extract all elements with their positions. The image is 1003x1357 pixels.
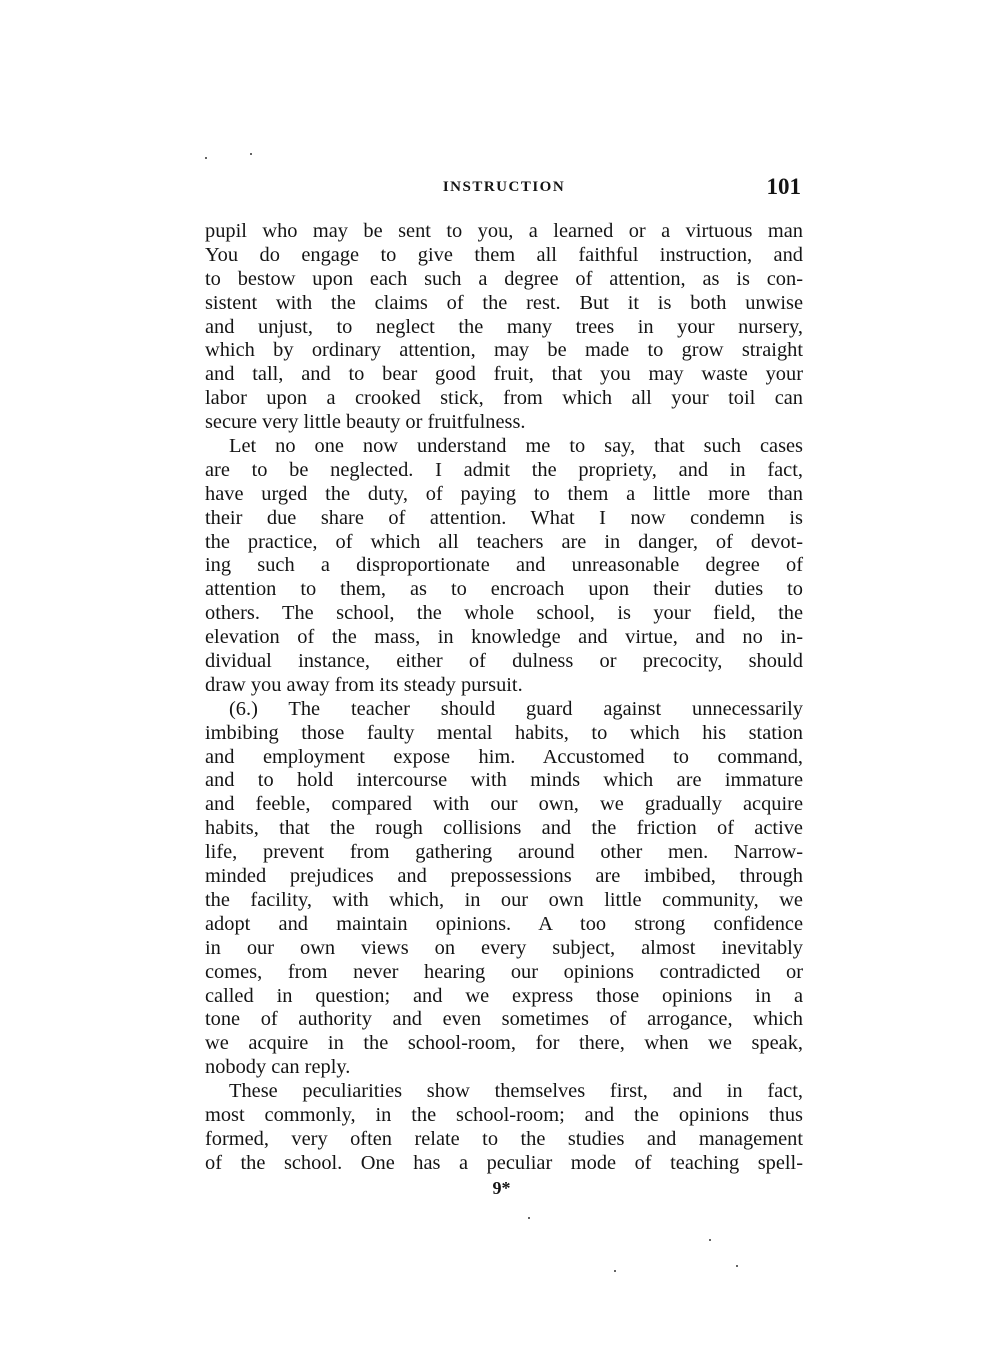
text-line: sistent with the claims of the rest. But it is both unwise <box>205 291 803 314</box>
text-line: These peculiarities show themselves first, and in fact, <box>229 1080 803 1103</box>
scan-speck <box>205 157 207 159</box>
text-line: have urged the duty, of paying to them a little more than <box>205 482 803 505</box>
text-line: and employment expose him. Accustomed to command, <box>205 745 803 768</box>
text-line: the practice, of which all teachers are in danger, of devot- <box>205 530 803 553</box>
text-line: of the school. One has a peculiar mode of teaching spell- <box>205 1151 803 1174</box>
text-line: called in question; and we express those opinions in a <box>205 984 803 1007</box>
scan-speck <box>736 1265 738 1267</box>
signature-mark: 9* <box>492 1178 511 1198</box>
text-line: You do engage to give them all faithful instruction, and <box>205 243 803 266</box>
text-line: attention to them, as to encroach upon their duties to <box>205 578 803 601</box>
text-line: and tall, and to bear good fruit, that you may waste your <box>205 363 803 386</box>
text-line: pupil who may be sent to you, a learned or a virtuous man <box>205 220 803 242</box>
scan-speck <box>528 1217 530 1219</box>
text-line: secure very little beauty or fruitfulness. <box>205 411 526 434</box>
text-line: and unjust, to neglect the many trees in your nursery, <box>205 315 803 338</box>
text-line: nobody can reply. <box>205 1056 351 1079</box>
text-line: we acquire in the school-room, for there, when we speak, <box>205 1032 803 1055</box>
body-text <box>205 220 803 1176</box>
text-line: draw you away from its steady pursuit. <box>205 673 523 696</box>
text-line: dividual instance, either of dulness or precocity, should <box>205 650 803 673</box>
text-line: are to be neglected. I admit the propriety, and in fact, <box>205 458 803 481</box>
text-line: and feeble, compared with our own, we gradually acquire <box>205 793 803 816</box>
text-line: the facility, with which, in our own little community, we <box>205 888 803 911</box>
page-number: 101 <box>766 174 801 199</box>
text-line: which by ordinary attention, may be made to grow straight <box>205 339 803 362</box>
text-line: adopt and maintain opinions. A too strong confidence <box>205 912 803 935</box>
scan-speck <box>614 1270 616 1272</box>
scan-speck <box>709 1239 711 1241</box>
page-header <box>205 176 803 200</box>
text-line: minded prejudices and prepossessions are imbibed, through <box>205 865 803 888</box>
text-line: labor upon a crooked stick, from which all your toil can <box>205 387 803 410</box>
text-line: comes, from never hearing our opinions contradicted or <box>205 960 803 983</box>
text-line: and to hold intercourse with minds which are immature <box>205 769 803 792</box>
text-line: formed, very often relate to the studies and management <box>205 1127 803 1150</box>
text-line: habits, that the rough collisions and the friction of active <box>205 817 803 840</box>
text-line: elevation of the mass, in knowledge and virtue, and no in- <box>205 626 803 649</box>
text-line: tone of authority and even sometimes of arrogance, which <box>205 1008 803 1031</box>
scan-speck <box>250 153 252 155</box>
running-head: INSTRUCTION <box>442 179 566 195</box>
text-line: to bestow upon each such a degree of attention, as is con- <box>205 267 803 290</box>
text-line: imbibing those faulty mental habits, to which his station <box>205 721 803 744</box>
text-line: most commonly, in the school-room; and the opinions thus <box>205 1103 803 1126</box>
text-line: others. The school, the whole school, is your field, the <box>205 602 803 625</box>
text-line: their due share of attention. What I now condemn is <box>205 506 803 529</box>
text-line: (6.) The teacher should guard against unnecessarily <box>229 697 803 720</box>
text-line: life, prevent from gathering around other men. Narrow- <box>205 841 803 864</box>
text-line: in our own views on every subject, almost inevitably <box>205 936 803 959</box>
text-line: ing such a disproportionate and unreasonable degree of <box>205 554 803 577</box>
text-line: Let no one now understand me to say, that such cases <box>229 435 803 458</box>
